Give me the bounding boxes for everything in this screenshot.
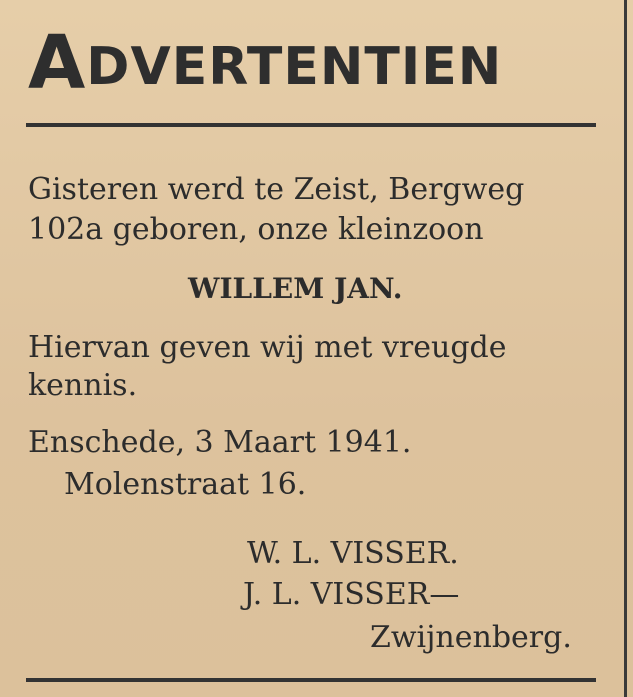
top-rule: [26, 123, 596, 127]
announcement-line-1: Gisteren werd te Zeist, Bergweg: [28, 172, 525, 207]
announcement-line-4: kennis.: [28, 368, 138, 403]
announcement-line-3: Hiervan geven wij met vreugde: [28, 330, 507, 365]
announcement-line-2: 102a geboren, onze kleinzoon: [28, 212, 484, 247]
signature-2: J. L. VISSER—: [243, 577, 460, 612]
signature-3: Zwijnenberg.: [370, 620, 572, 655]
advertisement-heading: [28, 14, 598, 104]
heading-rest: DVERTENTIEN: [86, 37, 503, 97]
signature-1: W. L. VISSER.: [247, 536, 459, 571]
place-date: Enschede, 3 Maart 1941.: [28, 425, 412, 460]
heading-initial: A: [28, 20, 87, 106]
bottom-rule: [26, 678, 596, 682]
child-name: WILLEM JAN.: [188, 272, 403, 305]
column-border: [624, 0, 627, 697]
address: Molenstraat 16.: [64, 467, 307, 502]
